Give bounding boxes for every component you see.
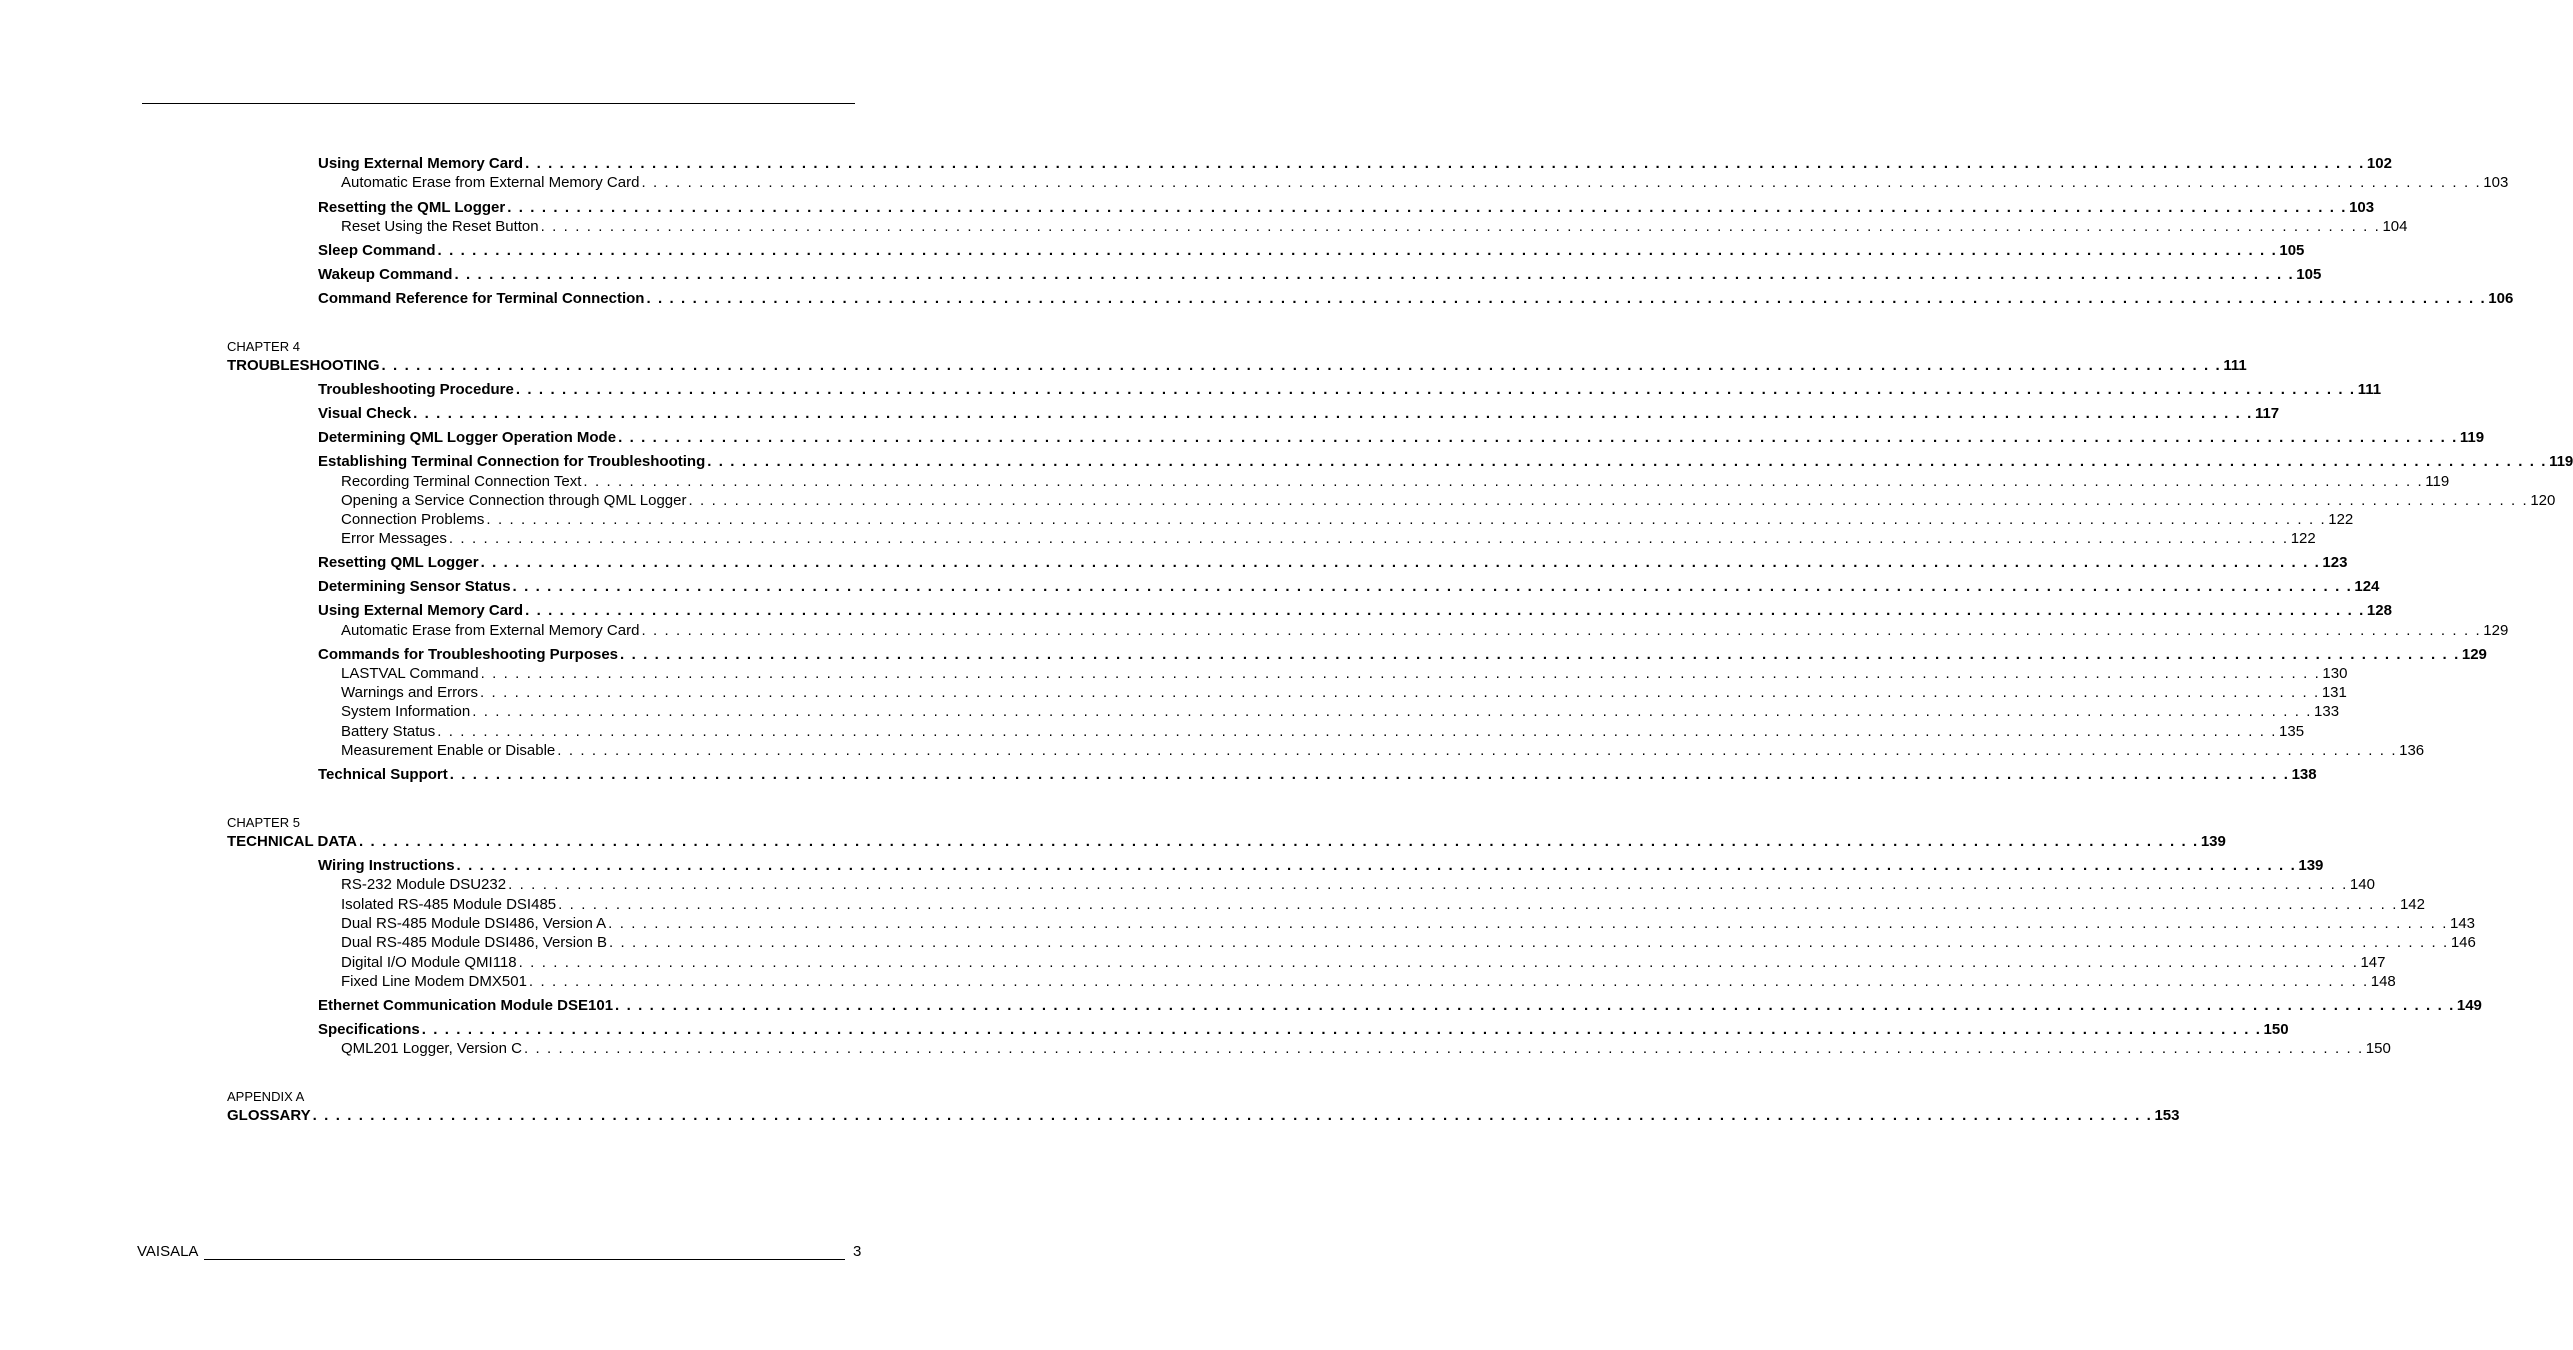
toc-subsection-entry[interactable] xyxy=(341,972,2396,992)
toc-page-number: 122 xyxy=(2328,511,2354,528)
toc-entry-title: Recording Terminal Connection Text xyxy=(341,473,582,490)
toc-subsection-entry[interactable] xyxy=(341,510,2354,530)
toc-page-number: 122 xyxy=(2290,530,2316,547)
toc-dot-leader: . . . . . . . . . . . . . . . . . . . . . . . . . . . . . . . . . . . . . . . . . . . . . . . . . . . . . . . . . . . . . . . . . . . . . . . . . . . . . . . . . . . . . . . . . . . . . . . . . . . . . . . . . . . . . . . . . . . . . . . . . . . . . . . . . . . . . . . . . . . . . . . . . . . . . . . . . . . . . . . . xyxy=(528,973,2369,990)
toc-dot-leader: . . . . . . . . . . . . . . . . . . . . . . . . . . . . . . . . . . . . . . . . . . . . . . . . . . . . . . . . . . . . . . . . . . . . . . . . . . . . . . . . . . . . . . . . . . . . . . . . . . . . . . . . . . . . . . . . . . . . . . . . . . . . . . . . . . . . . . . . . . . . . . . . . . . . . . . . . . . . . . . . xyxy=(558,896,2398,913)
toc-dot-leader: . . . . . . . . . . . . . . . . . . . . . . . . . . . . . . . . . . . . . . . . . . . . . . . . . . . . . . . . . . . . . . . . . . . . . . . . . . . . . . . . . . . . . . . . . . . . . . . . . . . . . . . . . . . . . . . . . . . . . . . . . . . . . . . . . . . . . . . . . . . . . . . . . . . . . . . . . . . . . . . . xyxy=(512,578,2353,595)
chapter-label: APPENDIX A xyxy=(227,1089,305,1104)
toc-entry-title: Sleep Command xyxy=(318,242,436,259)
toc-page-number: 104 xyxy=(2382,218,2408,235)
toc-entry-title: Connection Problems xyxy=(341,511,485,528)
toc-dot-leader: . . . . . . . . . . . . . . . . . . . . . . . . . . . . . . . . . . . . . . . . . . . . . . . . . . . . . . . . . . . . . . . . . . . . . . . . . . . . . . . . . . . . . . . . . . . . . . . . . . . . . . . . . . . . . . . . . . . . . . . . . . . . . . . . . . . . . . . . . . . . . . . . . . . . . . . . . . . . . . . . xyxy=(456,857,2297,874)
toc-page-number: 128 xyxy=(2366,602,2392,619)
toc-page-number: 129 xyxy=(2483,622,2509,639)
chapter-label: CHAPTER 4 xyxy=(227,339,300,354)
toc-entry-title: Visual Check xyxy=(318,405,412,422)
toc-page-number: 153 xyxy=(2154,1107,2180,1124)
toc-entry-title: RS-232 Module DSU232 xyxy=(341,876,507,893)
toc-chapter-entry[interactable] xyxy=(227,356,2247,376)
toc-subsection-entry[interactable] xyxy=(341,722,2305,742)
toc-subsection-entry[interactable] xyxy=(341,664,2348,684)
toc-entry-title: GLOSSARY xyxy=(227,1107,311,1124)
toc-page-number: 149 xyxy=(2456,997,2482,1014)
toc-chapter-entry[interactable] xyxy=(227,1106,2180,1126)
toc-entry-title: Reset Using the Reset Button xyxy=(341,218,539,235)
toc-page-number: 148 xyxy=(2370,973,2396,990)
toc-entry-title: Command Reference for Terminal Connection xyxy=(318,290,645,307)
toc-dot-leader: . . . . . . . . . . . . . . . . . . . . . . . . . . . . . . . . . . . . . . . . . . . . . . . . . . . . . . . . . . . . . . . . . . . . . . . . . . . . . . . . . . . . . . . . . . . . . . . . . . . . . . . . . . . . . . . . . . . . . . . . . . . . . . . . . . . . . . . . . . . . . . . . . . . . . . . . . . . . . . . . xyxy=(641,174,2482,191)
toc-chapter-entry[interactable] xyxy=(227,832,2226,852)
footer-page-number: 3 xyxy=(853,1243,862,1260)
toc-dot-leader: . . . . . . . . . . . . . . . . . . . . . . . . . . . . . . . . . . . . . . . . . . . . . . . . . . . . . . . . . . . . . . . . . . . . . . . . . . . . . . . . . . . . . . . . . . . . . . . . . . . . . . . . . . . . . . . . . . . . . . . . . . . . . . . . . . . . . . . . . . . . . . . . . . . . . . . . . . . . . . . . xyxy=(437,723,2278,740)
toc-page-number: 120 xyxy=(2530,492,2556,509)
toc-subsection-entry[interactable] xyxy=(341,217,2408,237)
toc-dot-leader: . . . . . . . . . . . . . . . . . . . . . . . . . . . . . . . . . . . . . . . . . . . . . . . . . . . . . . . . . . . . . . . . . . . . . . . . . . . . . . . . . . . . . . . . . . . . . . . . . . . . . . . . . . . . . . . . . . . . . . . . . . . . . . . . . . . . . . . . . . . . . . . . . . . . . . . . . . . . . . . . xyxy=(413,405,2253,422)
toc-dot-leader: . . . . . . . . . . . . . . . . . . . . . . . . . . . . . . . . . . . . . . . . . . . . . . . . . . . . . . . . . . . . . . . . . . . . . . . . . . . . . . . . . . . . . . . . . . . . . . . . . . . . . . . . . . . . . . . . . . . . . . . . . . . . . . . . . . . . . . . . . . . . . . . . . . . . . . . . . . . . . . . . xyxy=(525,155,2365,172)
toc-page-number: 111 xyxy=(2223,357,2247,374)
toc-entry-title: Determining Sensor Status xyxy=(318,578,511,595)
toc-section-entry[interactable] xyxy=(318,577,2380,597)
toc-dot-leader: . . . . . . . . . . . . . . . . . . . . . . . . . . . . . . . . . . . . . . . . . . . . . . . . . . . . . . . . . . . . . . . . . . . . . . . . . . . . . . . . . . . . . . . . . . . . . . . . . . . . . . . . . . . . . . . . . . . . . . . . . . . . . . . . . . . . . . . . . . . . . . . . . . . . . . . . . . . . . . . . xyxy=(515,381,2356,398)
toc-subsection-entry[interactable] xyxy=(341,472,2450,492)
toc-page-number: 147 xyxy=(2360,954,2386,971)
toc-page-number: 140 xyxy=(2349,876,2375,893)
toc-dot-leader: . . . . . . . . . . . . . . . . . . . . . . . . . . . . . . . . . . . . . . . . . . . . . . . . . . . . . . . . . . . . . . . . . . . . . . . . . . . . . . . . . . . . . . . . . . . . . . . . . . . . . . . . . . . . . . . . . . . . . . . . . . . . . . . . . . . . . . . . . . . . . . . . . . . . . . . . . . . . . . . . xyxy=(437,242,2278,259)
toc-entry-title: Dual RS-485 Module DSI486, Version B xyxy=(341,934,607,951)
toc-subsection-entry[interactable] xyxy=(341,529,2316,549)
toc-section-entry[interactable] xyxy=(318,198,2375,218)
toc-subsection-entry[interactable] xyxy=(341,621,2509,641)
toc-section-entry[interactable] xyxy=(318,765,2317,785)
toc-subsection-entry[interactable] xyxy=(341,491,2556,511)
toc-dot-leader: . . . . . . . . . . . . . . . . . . . . . . . . . . . . . . . . . . . . . . . . . . . . . . . . . . . . . . . . . . . . . . . . . . . . . . . . . . . . . . . . . . . . . . . . . . . . . . . . . . . . . . . . . . . . . . . . . . . . . . . . . . . . . . . . . . . . . . . . . . . . . . . . . . . . . . . . . . . . . . . . xyxy=(312,1107,2153,1124)
toc-page-number: 119 xyxy=(2549,453,2573,470)
toc-entry-title: Resetting the QML Logger xyxy=(318,199,506,216)
toc-section-entry[interactable] xyxy=(318,154,2392,174)
footer-rule xyxy=(204,1259,845,1260)
toc-page-number: 139 xyxy=(2298,857,2324,874)
toc-subsection-entry[interactable] xyxy=(341,895,2425,915)
toc-dot-leader: . . . . . . . . . . . . . . . . . . . . . . . . . . . . . . . . . . . . . . . . . . . . . . . . . . . . . . . . . . . . . . . . . . . . . . . . . . . . . . . . . . . . . . . . . . . . . . . . . . . . . . . . . . . . . . . . . . . . . . . . . . . . . . . . . . . . . . . . . . . . . . . . . . . . . . . . . . . . . . . . xyxy=(518,954,2359,971)
toc-entry-title: QML201 Logger, Version C xyxy=(341,1040,522,1057)
toc-dot-leader: . . . . . . . . . . . . . . . . . . . . . . . . . . . . . . . . . . . . . . . . . . . . . . . . . . . . . . . . . . . . . . . . . . . . . . . . . . . . . . . . . . . . . . . . . . . . . . . . . . . . . . . . . . . . . . . . . . . . . . . . . . . . . . . . . . . . . . . . . . . . . . . . . . . . . . . . . . . . . . . . xyxy=(523,1040,2364,1057)
toc-entry-title: TECHNICAL DATA xyxy=(227,833,357,850)
toc-page-number: 105 xyxy=(2296,266,2322,283)
toc-dot-leader: . . . . . . . . . . . . . . . . . . . . . . . . . . . . . . . . . . . . . . . . . . . . . . . . . . . . . . . . . . . . . . . . . . . . . . . . . . . . . . . . . . . . . . . . . . . . . . . . . . . . . . . . . . . . . . . . . . . . . . . . . . . . . . . . . . . . . . . . . . . . . . . . . . . . . . . . . . . . . . . . xyxy=(620,646,2460,663)
toc-dot-leader: . . . . . . . . . . . . . . . . . . . . . . . . . . . . . . . . . . . . . . . . . . . . . . . . . . . . . . . . . . . . . . . . . . . . . . . . . . . . . . . . . . . . . . . . . . . . . . . . . . . . . . . . . . . . . . . . . . . . . . . . . . . . . . . . . . . . . . . . . . . . . . . . . . . . . . . . . . . . . . . . xyxy=(359,833,2199,850)
toc-section-entry[interactable] xyxy=(318,856,2324,876)
toc-entry-title: Digital I/O Module QMI118 xyxy=(341,954,517,971)
toc-dot-leader: . . . . . . . . . . . . . . . . . . . . . . . . . . . . . . . . . . . . . . . . . . . . . . . . . . . . . . . . . . . . . . . . . . . . . . . . . . . . . . . . . . . . . . . . . . . . . . . . . . . . . . . . . . . . . . . . . . . . . . . . . . . . . . . . . . . . . . . . . . . . . . . . . . . . . . . . . . . . . . . . xyxy=(449,766,2290,783)
toc-dot-leader: . . . . . . . . . . . . . . . . . . . . . . . . . . . . . . . . . . . . . . . . . . . . . . . . . . . . . . . . . . . . . . . . . . . . . . . . . . . . . . . . . . . . . . . . . . . . . . . . . . . . . . . . . . . . . . . . . . . . . . . . . . . . . . . . . . . . . . . . . . . . . . . . . . . . . . . . . . . . . . . . xyxy=(688,492,2529,509)
toc-section-entry[interactable] xyxy=(318,428,2485,448)
toc-dot-leader: . . . . . . . . . . . . . . . . . . . . . . . . . . . . . . . . . . . . . . . . . . . . . . . . . . . . . . . . . . . . . . . . . . . . . . . . . . . . . . . . . . . . . . . . . . . . . . . . . . . . . . . . . . . . . . . . . . . . . . . . . . . . . . . . . . . . . . . . . . . . . . . . . . . . . . . . . . . . . . . . xyxy=(615,997,2455,1014)
chapter-label: CHAPTER 5 xyxy=(227,815,300,830)
toc-section-entry[interactable] xyxy=(318,645,2487,665)
toc-entry-title: Isolated RS-485 Module DSI485 xyxy=(341,896,557,913)
toc-entry-title: Ethernet Communication Module DSE101 xyxy=(318,997,614,1014)
toc-section-entry[interactable] xyxy=(318,289,2514,309)
toc-entry-title: Error Messages xyxy=(341,530,447,547)
toc-entry-title: Troubleshooting Procedure xyxy=(318,381,514,398)
toc-subsection-entry[interactable] xyxy=(341,1039,2391,1059)
toc-page-number: 143 xyxy=(2449,915,2476,932)
toc-page-number: 105 xyxy=(2279,242,2305,259)
toc-subsection-entry[interactable] xyxy=(341,741,2425,761)
toc-entry-title: Resetting QML Logger xyxy=(318,554,479,571)
toc-section-entry[interactable] xyxy=(318,452,2573,472)
toc-entry-title: System Information xyxy=(341,703,471,720)
toc-page-number: 136 xyxy=(2399,742,2425,759)
toc-section-entry[interactable] xyxy=(318,265,2322,285)
toc-section-entry[interactable] xyxy=(318,241,2305,261)
toc-page-number: 119 xyxy=(2459,429,2485,446)
toc-entry-title: Technical Support xyxy=(318,766,448,783)
toc-page-number: 133 xyxy=(2314,703,2340,720)
toc-dot-leader: . . . . . . . . . . . . . . . . . . . . . . . . . . . . . . . . . . . . . . . . . . . . . . . . . . . . . . . . . . . . . . . . . . . . . . . . . . . . . . . . . . . . . . . . . . . . . . . . . . . . . . . . . . . . . . . . . . . . . . . . . . . . . . . . . . . . . . . . . . . . . . . . . . . . . . . . . . . . . . . . xyxy=(480,665,2321,682)
toc-entry-title: Measurement Enable or Disable xyxy=(341,742,556,759)
toc-page-number: 146 xyxy=(2450,934,2476,951)
toc-entry-title: LASTVAL Command xyxy=(341,665,479,682)
toc-page-number: 111 xyxy=(2357,381,2382,398)
footer-brand: VAISALA xyxy=(137,1243,199,1260)
toc-page-number: 103 xyxy=(2483,174,2509,191)
toc-dot-leader: . . . . . . . . . . . . . . . . . . . . . . . . . . . . . . . . . . . . . . . . . . . . . . . . . . . . . . . . . . . . . . . . . . . . . . . . . . . . . . . . . . . . . . . . . . . . . . . . . . . . . . . . . . . . . . . . . . . . . . . . . . . . . . . . . . . . . . . . . . . . . . . . . . . . . . . . . . . . . . . . xyxy=(707,453,2548,470)
toc-page-number: 130 xyxy=(2322,665,2348,682)
toc-dot-leader: . . . . . . . . . . . . . . . . . . . . . . . . . . . . . . . . . . . . . . . . . . . . . . . . . . . . . . . . . . . . . . . . . . . . . . . . . . . . . . . . . . . . . . . . . . . . . . . . . . . . . . . . . . . . . . . . . . . . . . . . . . . . . . . . . . . . . . . . . . . . . . . . . . . . . . . . . . . . . . . . xyxy=(507,199,2348,216)
toc-entry-title: Wakeup Command xyxy=(318,266,453,283)
toc-page-number: 106 xyxy=(2488,290,2514,307)
toc-dot-leader: . . . . . . . . . . . . . . . . . . . . . . . . . . . . . . . . . . . . . . . . . . . . . . . . . . . . . . . . . . . . . . . . . . . . . . . . . . . . . . . . . . . . . . . . . . . . . . . . . . . . . . . . . . . . . . . . . . . . . . . . . . . . . . . . . . . . . . . . . . . . . . . . . . . . . . . . . . . . . . . . xyxy=(583,473,2424,490)
toc-page-number: 138 xyxy=(2291,766,2317,783)
toc-section-entry[interactable] xyxy=(318,601,2392,621)
toc-section-entry[interactable] xyxy=(318,553,2348,573)
toc-dot-leader: . . . . . . . . . . . . . . . . . . . . . . . . . . . . . . . . . . . . . . . . . . . . . . . . . . . . . . . . . . . . . . . . . . . . . . . . . . . . . . . . . . . . . . . . . . . . . . . . . . . . . . . . . . . . . . . . . . . . . . . . . . . . . . . . . . . . . . . . . . . . . . . . . . . . . . . . . . . . . . . . xyxy=(608,915,2448,932)
toc-section-entry[interactable] xyxy=(318,996,2482,1016)
toc-entry-title: Fixed Line Modem DMX501 xyxy=(341,973,527,990)
toc-dot-leader: . . . . . . . . . . . . . . . . . . . . . . . . . . . . . . . . . . . . . . . . . . . . . . . . . . . . . . . . . . . . . . . . . . . . . . . . . . . . . . . . . . . . . . . . . . . . . . . . . . . . . . . . . . . . . . . . . . . . . . . . . . . . . . . . . . . . . . . . . . . . . . . . . . . . . . . . . . . . . . . . xyxy=(480,554,2321,571)
toc-subsection-entry[interactable] xyxy=(341,953,2386,973)
toc-page-number: 119 xyxy=(2425,473,2450,490)
toc-subsection-entry[interactable] xyxy=(341,702,2340,722)
toc-dot-leader: . . . . . . . . . . . . . . . . . . . . . . . . . . . . . . . . . . . . . . . . . . . . . . . . . . . . . . . . . . . . . . . . . . . . . . . . . . . . . . . . . . . . . . . . . . . . . . . . . . . . . . . . . . . . . . . . . . . . . . . . . . . . . . . . . . . . . . . . . . . . . . . . . . . . . . . . . . . . . . . . xyxy=(646,290,2487,307)
toc-subsection-entry[interactable] xyxy=(341,875,2375,895)
toc-page-number: 124 xyxy=(2354,578,2380,595)
toc-section-entry[interactable] xyxy=(318,380,2382,400)
toc-dot-leader: . . . . . . . . . . . . . . . . . . . . . . . . . . . . . . . . . . . . . . . . . . . . . . . . . . . . . . . . . . . . . . . . . . . . . . . . . . . . . . . . . . . . . . . . . . . . . . . . . . . . . . . . . . . . . . . . . . . . . . . . . . . . . . . . . . . . . . . . . . . . . . . . . . . . . . . . . . . . . . . . xyxy=(486,511,2327,528)
toc-subsection-entry[interactable] xyxy=(341,914,2476,934)
toc-page-number: 102 xyxy=(2366,155,2392,172)
toc-page-number: 129 xyxy=(2461,646,2487,663)
toc-dot-leader: . . . . . . . . . . . . . . . . . . . . . . . . . . . . . . . . . . . . . . . . . . . . . . . . . . . . . . . . . . . . . . . . . . . . . . . . . . . . . . . . . . . . . . . . . . . . . . . . . . . . . . . . . . . . . . . . . . . . . . . . . . . . . . . . . . . . . . . . . . . . . . . . . . . . . . . . . . . . . . . . xyxy=(608,934,2449,951)
toc-dot-leader: . . . . . . . . . . . . . . . . . . . . . . . . . . . . . . . . . . . . . . . . . . . . . . . . . . . . . . . . . . . . . . . . . . . . . . . . . . . . . . . . . . . . . . . . . . . . . . . . . . . . . . . . . . . . . . . . . . . . . . . . . . . . . . . . . . . . . . . . . . . . . . . . . . . . . . . . . . . . . . . . xyxy=(381,357,2222,374)
toc-entry-title: Warnings and Errors xyxy=(341,684,478,701)
toc-section-entry[interactable] xyxy=(318,1020,2289,1040)
toc-entry-title: TROUBLESHOOTING xyxy=(227,357,380,374)
toc-subsection-entry[interactable] xyxy=(341,933,2476,953)
toc-dot-leader: . . . . . . . . . . . . . . . . . . . . . . . . . . . . . . . . . . . . . . . . . . . . . . . . . . . . . . . . . . . . . . . . . . . . . . . . . . . . . . . . . . . . . . . . . . . . . . . . . . . . . . . . . . . . . . . . . . . . . . . . . . . . . . . . . . . . . . . . . . . . . . . . . . . . . . . . . . . . . . . . xyxy=(421,1021,2262,1038)
toc-page-number: 103 xyxy=(2349,199,2375,216)
toc-entry-title: Specifications xyxy=(318,1021,420,1038)
toc-entry-title: Dual RS-485 Module DSI486, Version A xyxy=(341,915,607,932)
toc-dot-leader: . . . . . . . . . . . . . . . . . . . . . . . . . . . . . . . . . . . . . . . . . . . . . . . . . . . . . . . . . . . . . . . . . . . . . . . . . . . . . . . . . . . . . . . . . . . . . . . . . . . . . . . . . . . . . . . . . . . . . . . . . . . . . . . . . . . . . . . . . . . . . . . . . . . . . . . . . . . . . . . . xyxy=(472,703,2313,720)
toc-entry-title: Commands for Troubleshooting Purposes xyxy=(318,646,619,663)
toc-page-number: 117 xyxy=(2254,405,2280,422)
toc-dot-leader: . . . . . . . . . . . . . . . . . . . . . . . . . . . . . . . . . . . . . . . . . . . . . . . . . . . . . . . . . . . . . . . . . . . . . . . . . . . . . . . . . . . . . . . . . . . . . . . . . . . . . . . . . . . . . . . . . . . . . . . . . . . . . . . . . . . . . . . . . . . . . . . . . . . . . . . . . . . . . . . . xyxy=(454,266,2295,283)
toc-section-entry[interactable] xyxy=(318,404,2280,424)
toc-entry-title: Opening a Service Connection through QML Logger xyxy=(341,492,687,509)
toc-entry-title: Establishing Terminal Connection for Troubleshooting xyxy=(318,453,706,470)
toc-entry-title: Battery Status xyxy=(341,723,436,740)
toc-page-number: 142 xyxy=(2399,896,2425,913)
toc-dot-leader: . . . . . . . . . . . . . . . . . . . . . . . . . . . . . . . . . . . . . . . . . . . . . . . . . . . . . . . . . . . . . . . . . . . . . . . . . . . . . . . . . . . . . . . . . . . . . . . . . . . . . . . . . . . . . . . . . . . . . . . . . . . . . . . . . . . . . . . . . . . . . . . . . . . . . . . . . . . . . . . . xyxy=(557,742,2398,759)
toc-entry-title: Using External Memory Card xyxy=(318,155,524,172)
toc-dot-leader: . . . . . . . . . . . . . . . . . . . . . . . . . . . . . . . . . . . . . . . . . . . . . . . . . . . . . . . . . . . . . . . . . . . . . . . . . . . . . . . . . . . . . . . . . . . . . . . . . . . . . . . . . . . . . . . . . . . . . . . . . . . . . . . . . . . . . . . . . . . . . . . . . . . . . . . . . . . . . . . . xyxy=(540,218,2381,235)
toc-dot-leader: . . . . . . . . . . . . . . . . . . . . . . . . . . . . . . . . . . . . . . . . . . . . . . . . . . . . . . . . . . . . . . . . . . . . . . . . . . . . . . . . . . . . . . . . . . . . . . . . . . . . . . . . . . . . . . . . . . . . . . . . . . . . . . . . . . . . . . . . . . . . . . . . . . . . . . . . . . . . . . . . xyxy=(525,602,2365,619)
toc-page-number: 150 xyxy=(2263,1021,2289,1038)
toc-dot-leader: . . . . . . . . . . . . . . . . . . . . . . . . . . . . . . . . . . . . . . . . . . . . . . . . . . . . . . . . . . . . . . . . . . . . . . . . . . . . . . . . . . . . . . . . . . . . . . . . . . . . . . . . . . . . . . . . . . . . . . . . . . . . . . . . . . . . . . . . . . . . . . . . . . . . . . . . . . . . . . . . xyxy=(508,876,2348,893)
toc-entry-title: Automatic Erase from External Memory Card xyxy=(341,174,640,191)
toc-page-number: 123 xyxy=(2322,554,2348,571)
toc-page-number: 135 xyxy=(2279,723,2305,740)
toc-entry-title: Determining QML Logger Operation Mode xyxy=(318,429,617,446)
toc-dot-leader: . . . . . . . . . . . . . . . . . . . . . . . . . . . . . . . . . . . . . . . . . . . . . . . . . . . . . . . . . . . . . . . . . . . . . . . . . . . . . . . . . . . . . . . . . . . . . . . . . . . . . . . . . . . . . . . . . . . . . . . . . . . . . . . . . . . . . . . . . . . . . . . . . . . . . . . . . . . . . . . . xyxy=(618,429,2458,446)
toc-subsection-entry[interactable] xyxy=(341,173,2509,193)
toc-page-number: 150 xyxy=(2365,1040,2391,1057)
toc-subsection-entry[interactable] xyxy=(341,683,2347,703)
toc-dot-leader: . . . . . . . . . . . . . . . . . . . . . . . . . . . . . . . . . . . . . . . . . . . . . . . . . . . . . . . . . . . . . . . . . . . . . . . . . . . . . . . . . . . . . . . . . . . . . . . . . . . . . . . . . . . . . . . . . . . . . . . . . . . . . . . . . . . . . . . . . . . . . . . . . . . . . . . . . . . . . . . . xyxy=(641,622,2482,639)
toc-dot-leader: . . . . . . . . . . . . . . . . . . . . . . . . . . . . . . . . . . . . . . . . . . . . . . . . . . . . . . . . . . . . . . . . . . . . . . . . . . . . . . . . . . . . . . . . . . . . . . . . . . . . . . . . . . . . . . . . . . . . . . . . . . . . . . . . . . . . . . . . . . . . . . . . . . . . . . . . . . . . . . . . xyxy=(448,530,2289,547)
toc-entry-title: Wiring Instructions xyxy=(318,857,455,874)
toc-page-number: 139 xyxy=(2200,833,2226,850)
toc-entry-title: Using External Memory Card xyxy=(318,602,524,619)
toc-page-number: 131 xyxy=(2321,684,2347,701)
toc-entry-title: Automatic Erase from External Memory Card xyxy=(341,622,640,639)
toc-dot-leader: . . . . . . . . . . . . . . . . . . . . . . . . . . . . . . . . . . . . . . . . . . . . . . . . . . . . . . . . . . . . . . . . . . . . . . . . . . . . . . . . . . . . . . . . . . . . . . . . . . . . . . . . . . . . . . . . . . . . . . . . . . . . . . . . . . . . . . . . . . . . . . . . . . . . . . . . . . . . . . . . xyxy=(480,684,2320,701)
